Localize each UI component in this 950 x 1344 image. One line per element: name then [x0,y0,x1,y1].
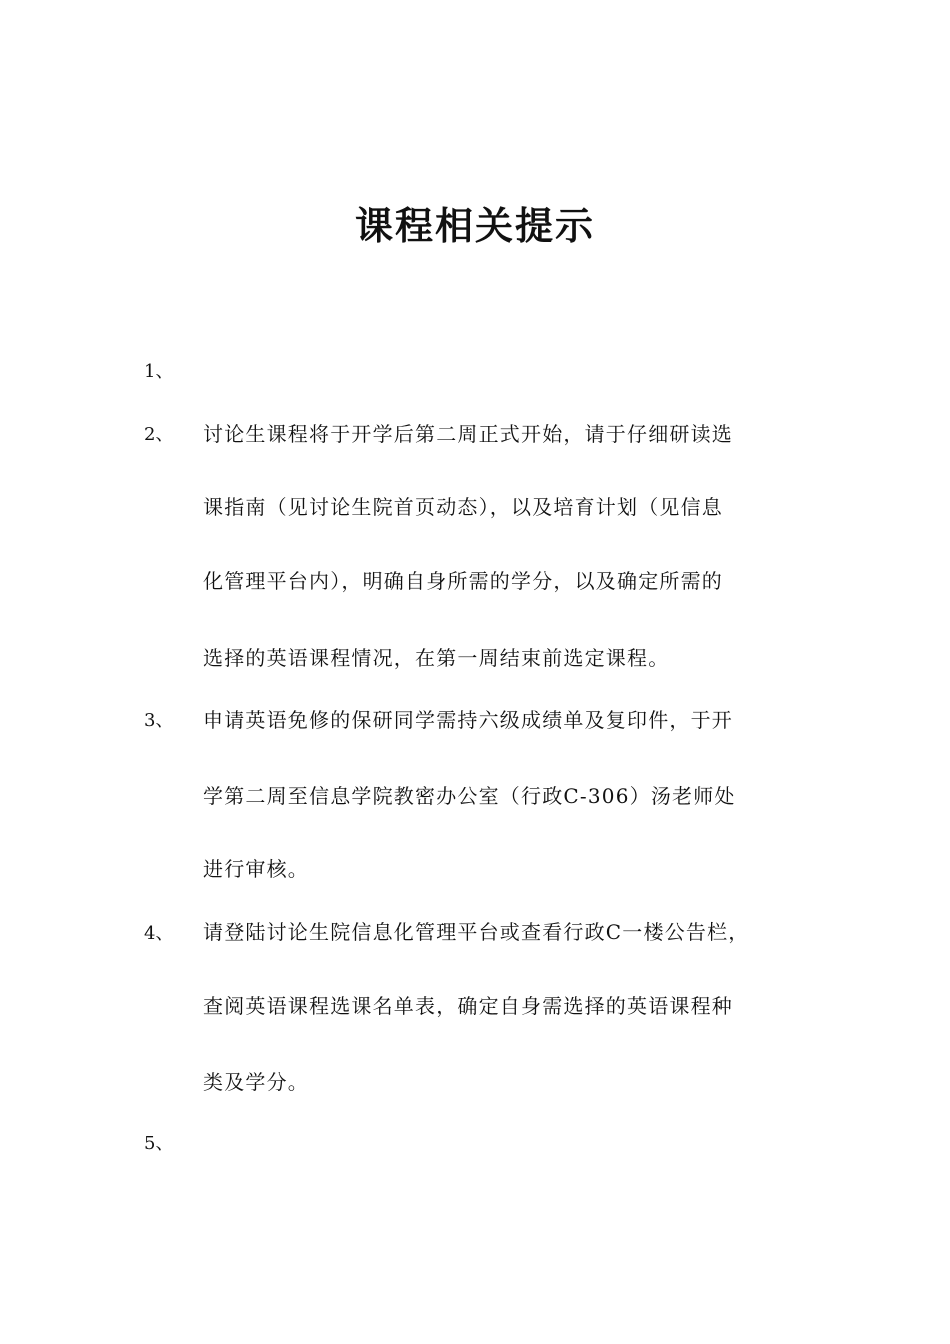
paragraph-line: 学第二周至信息学院教密办公室（行政C-306）汤老师处 [203,784,736,808]
paragraph-line: 请登陆讨论生院信息化管理平台或查看行政C一楼公告栏， [203,920,750,944]
list-number: 5、 [144,1133,174,1154]
list-number: 4、 [144,923,174,944]
paragraph-line: 化管理平台内），明确自身所需的学分，以及确定所需的 [203,569,723,593]
paragraph-line: 类及学分。 [203,1070,309,1094]
list-number: 3、 [144,710,174,731]
paragraph-line: 课指南（见讨论生院首页动态），以及培育计划（见信息 [203,495,723,519]
list-number: 2、 [144,424,174,445]
paragraph-line: 申请英语免修的保研同学需持六级成绩单及复印件，于开 [203,708,733,732]
paragraph-line: 查阅英语课程选课名单表，确定自身需选择的英语课程种 [203,994,733,1018]
paragraph-line: 选择的英语课程情况，在第一周结束前选定课程。 [203,646,670,670]
paragraph-line: 讨论生课程将于开学后第二周正式开始，请于仔细研读选 [203,422,733,446]
list-number: 1、 [144,361,174,382]
paragraph-line: 进行审核。 [203,857,309,881]
page-title: 课程相关提示 [354,204,595,248]
